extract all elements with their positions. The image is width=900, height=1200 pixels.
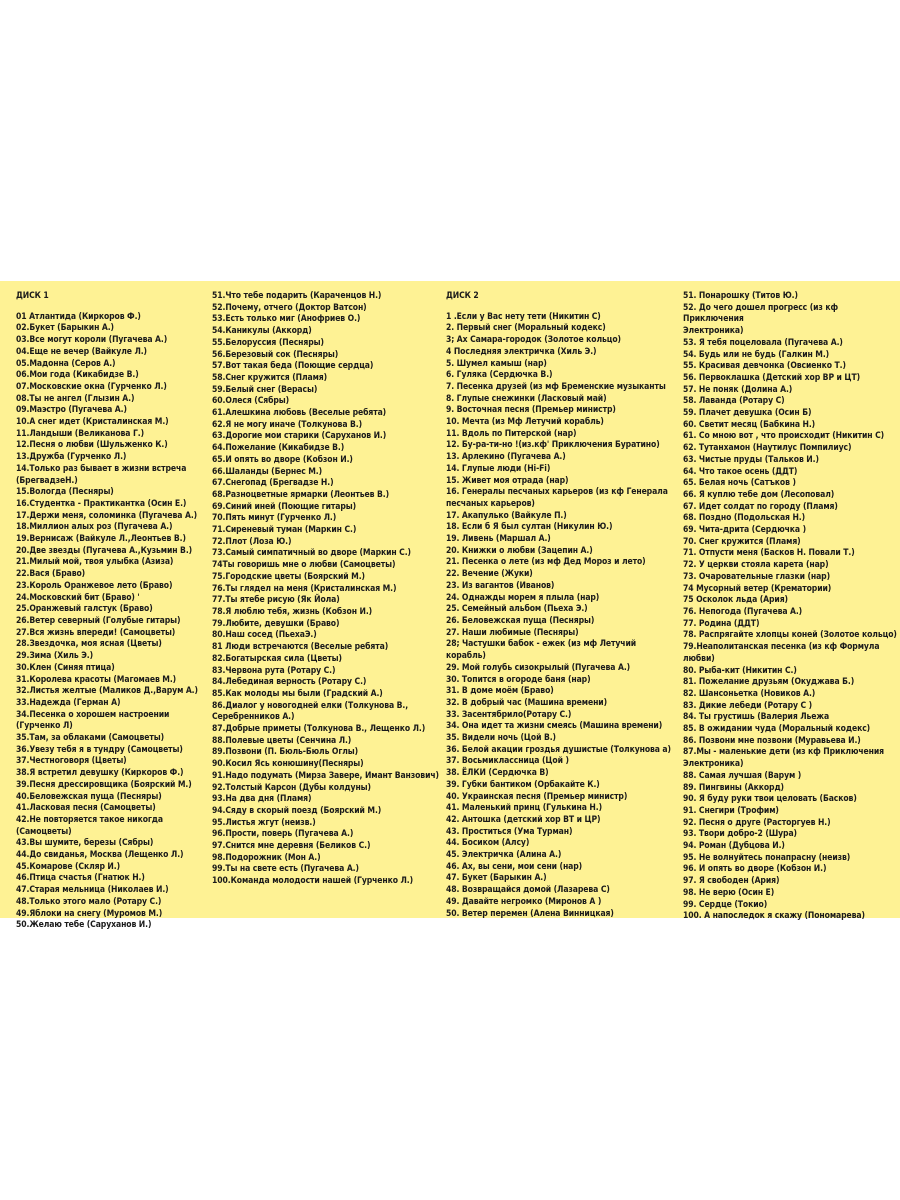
track-item: 95. Не волнуйтесь понапрасну (неизв): [683, 852, 851, 863]
track-item: 46.Птица счастья (Гнатюк Н.): [16, 873, 145, 884]
track-item: 24. Однажды морем я плыла (нар): [446, 592, 600, 603]
track-item: 63. Чистые пруды (Тальков И.): [683, 454, 819, 465]
track-item: 13. Арлекино (Пугачева А.): [446, 452, 566, 463]
track-item: 51. Понарошку (Титов Ю.): [683, 291, 798, 301]
track-item: 91.Надо подумать (Мирза Заверe, Имант Ванзович): [212, 770, 439, 781]
disk-2-tracklist-51-100: [683, 291, 898, 923]
tracklist-sheet: [0, 281, 900, 931]
track-item: 93. Твори добро-2 (Шура): [683, 829, 797, 840]
track-item: 3; Ах Самара-городок (Золотое кольцо): [446, 335, 621, 346]
track-item: 70.Пять минут (Гурченко Л.): [212, 513, 337, 524]
track-item: 87.Добрые приметы (Толкунова В., Лещенко Л.): [212, 724, 426, 735]
track-item: 48. Возвращайся домой (Лазарева С): [446, 885, 610, 896]
track-item: 97. Я свободен (Ария): [683, 876, 780, 887]
track-item: 14. Глупые люди (Hi-Fi): [446, 463, 551, 474]
track-item: 11. Вдоль по Питерской (нар): [446, 428, 577, 439]
track-item: 50. Ветер перемен (Алена Винницкая): [446, 908, 614, 919]
track-item: 03.Все могут короли (Пугачева А.): [16, 335, 168, 346]
track-item: 83.Червона рута (Ротару С.): [212, 665, 336, 676]
track-item: 6. Гуляка (Сердючка В.): [446, 370, 553, 381]
track-item: 09.Маэстро (Пугачева А.): [16, 405, 127, 416]
track-item: 10.А снег идет (Кристалинская М.): [16, 417, 169, 428]
track-item: 33. Засентябрило(Ротару С.): [446, 709, 572, 720]
track-item: 20. Книжки о любви (Зацепин А.): [446, 545, 593, 556]
track-item: 02.Букет (Барыкин А.): [16, 323, 114, 334]
track-item: 40. Украинская песня (Премьер министр): [446, 791, 628, 802]
track-item: 94. Роман (Дубцова И.): [683, 841, 785, 852]
track-item: 39. Губки бантиком (Орбакайте К.): [446, 779, 600, 790]
track-item: 5. Шумел камыш (нар): [446, 358, 547, 369]
track-item: 56. Первоклашка (Детский хор ВР и ЦТ): [683, 372, 861, 383]
track-item: 71.Сиреневый туман (Маркин С.): [212, 525, 357, 536]
track-item: 31. В доме моём (Браво): [446, 686, 554, 697]
track-item: 66.Шаланды (Бернес М.): [212, 466, 323, 477]
track-item: 77.Ты ятебе рисую (Як Йола): [212, 595, 340, 606]
track-item: 79.Любите, девушки (Браво): [212, 618, 340, 629]
track-item: 38. ЁЛКИ (Сердючка В): [446, 768, 549, 779]
track-item: 53. Я тебя поцеловала (Пугачева А.): [683, 337, 843, 348]
track-item: 67.Снегопад (Брегвадзе Н.): [212, 478, 334, 489]
track-item: 88.Полевые цветы (Сенчина Л.): [212, 735, 352, 746]
track-item: 78. Распрягайте хлопцы коней (Золотое кольцо): [683, 630, 897, 641]
track-item: 12. Бу-ра-ти-но !(из.кф' Приключения Буратино): [446, 440, 660, 451]
track-item: 99. Сердце (Токио): [683, 899, 768, 910]
track-item: 17. Акапулько (Вайкуле П.): [446, 510, 567, 521]
track-item: 32. В добрый час (Машина времени): [446, 697, 608, 708]
track-item: 72.Плот (Лоза Ю.): [212, 536, 292, 547]
track-item: 60. Светит месяц (Бабкина Н.): [683, 419, 816, 430]
disk-1-title: ДИСК 1: [16, 291, 49, 301]
track-item: 62.Я не могу иначе (Толкунова В.): [212, 419, 362, 430]
track-item: 17.Держи меня, соломинка (Пугачева А.): [16, 510, 198, 521]
track-item: 96.Прости, поверь (Пугачева А.): [212, 829, 354, 840]
track-item: 81. Пожелание друзьям (Окуджава Б.): [683, 677, 855, 688]
track-item: 43.Вы шумите, березы (Сябры): [16, 838, 154, 849]
track-item: 64.Пожелание (Кикабидзе В.): [212, 443, 345, 454]
track-item: 89. Пингвины (Аккорд): [683, 782, 784, 793]
track-item: 31.Королева красоты (Магомаев М.): [16, 674, 177, 685]
track-item: 90.Косил Ясь конюшину(Песняры): [212, 759, 364, 770]
track-item: 33.Надежда (Герман А): [16, 697, 121, 708]
track-item: 53.Есть только миг (Анофриев О.): [212, 314, 361, 325]
track-item: 44. Босиком (Алсу): [446, 838, 530, 849]
track-item: 49. Давайте негромко (Миронов А ): [446, 896, 602, 907]
track-item: 69.Синий иней (Поющие гитары): [212, 501, 357, 512]
track-item: 8. Глупые снежинки (Ласковый май): [446, 393, 607, 404]
track-item: 58.Снег кружится (Пламя): [212, 372, 327, 383]
track-item: 81 Люди встречаются (Веселые ребята): [212, 642, 389, 653]
track-item: 57.Вот такая беда (Поющие сердца): [212, 361, 374, 372]
track-item: 86. Позвони мне позвони (Муравьева И.): [683, 735, 861, 746]
track-item: 99.Ты на свете есть (Пугачева А.): [212, 864, 359, 875]
track-item: 60.Олеся (Сябры): [212, 396, 290, 407]
disk-1-tracklist-1-50: [16, 312, 216, 932]
track-item: 71. Отпусти меня (Басков Н. Повали Т.): [683, 548, 855, 559]
track-item: 26.Ветер северный (Голубые гитары): [16, 615, 181, 626]
track-item: 29. Мой голубь сизокрылый (Пугачева А.): [446, 662, 631, 673]
track-item: 63.Дорогие мои старики (Саруханов И.): [212, 431, 387, 442]
track-item: 50.Желаю тебе (Саруханов И.): [16, 920, 152, 931]
track-item: 7. Песенка друзей (из мф Бременские музыканты: [446, 381, 666, 392]
track-item: 78.Я люблю тебя, жизнь (Кобзон И.): [212, 606, 373, 617]
track-item: 61. Со мною вот , что происходит (Никитин С): [683, 431, 885, 442]
track-item: 79.Неаполитанская песенка (из кф Формула любви): [683, 642, 880, 664]
track-item: 21.Милый мой, твоя улыбка (Азиза): [16, 557, 174, 568]
track-item: 25.Оранжевый галстук (Браво): [16, 604, 153, 615]
track-item: 94.Сяду в скорый поезд (Боярский М.): [212, 805, 382, 816]
track-item: 01 Атлантида (Киркоров Ф.): [16, 311, 141, 322]
track-item: 65.И опять во дворе (Кобзон И.): [212, 454, 353, 465]
track-item: 28.Звездочка, моя ясная (Цветы): [16, 639, 162, 650]
track-item: 43. Проститься (Ума Турман): [446, 826, 573, 837]
track-item: 98.Подорожник (Мон А.): [212, 852, 321, 863]
track-item: 23.Король Оранжевое лето (Браво): [16, 580, 173, 591]
track-item: 16.Студентка - Практикантка (Осин Е.): [16, 498, 187, 509]
track-item: 82.Богатырская сила (Цветы): [212, 653, 342, 664]
track-item: 27.Вся жизнь впереди! (Самоцветы): [16, 627, 176, 638]
track-item: 85.Как молоды мы были (Градский А.): [212, 688, 383, 699]
track-item: 18.Миллион алых роз (Пугачева А.): [16, 522, 173, 533]
track-item: 59. Плачет девушка (Осин Б): [683, 408, 812, 419]
track-item: 92.Толстый Карсон (Дубы колдуны): [212, 782, 371, 793]
track-item: 74Ты говоришь мне о любви (Самоцветы): [212, 560, 396, 571]
track-item: 45. Электричка (Алина А.): [446, 850, 562, 861]
track-item: 100. А напоследок я скажу (Пономарева): [683, 911, 865, 922]
track-item: 89.Позвони (П. Бюль-Бюль Оглы): [212, 747, 359, 758]
track-item: 80.Наш сосед (ПьехаЭ.): [212, 630, 317, 641]
track-item: 21. Песенка о лете (из мф Дед Мороз и лето): [446, 557, 646, 568]
track-item: 58. Лаванда (Ротару С): [683, 396, 785, 407]
track-item: 23. Из вагантов (Иванов): [446, 580, 555, 591]
track-item: 35. Видели ночь (Цой В.): [446, 733, 556, 744]
disk-2-column-1: [446, 291, 671, 920]
track-item: 32.Листья желтые (Маликов Д.,Варум А.): [16, 686, 198, 697]
disk-1-tracklist-51-100: [212, 291, 442, 888]
track-item: 95.Листья жгут (неизв.): [212, 817, 316, 828]
track-item: 73.Самый симпатичный во дворе (Маркин С.): [212, 548, 411, 559]
disk-2-column-2: [683, 291, 898, 923]
track-item: 97.Снится мне деревня (Беликов С.): [212, 841, 371, 852]
track-item: 76.Ты глядел на меня (Кристалинская М.): [212, 583, 397, 594]
track-item: 87.Мы - маленькие дети (из кф Приключения Электроника): [683, 747, 884, 770]
track-item: 36. Белой акации гроздья душистые (Толкунова а): [446, 744, 671, 755]
track-item: 88. Самая лучшая (Варум ): [683, 770, 802, 781]
track-item: 22.Вася (Браво): [16, 569, 86, 580]
track-item: 66. Я куплю тебе дом (Лесоповал): [683, 489, 835, 500]
track-item: 25. Семейный альбом (Пьеха Э.): [446, 604, 588, 615]
track-item: 41.Ласковая песня (Самоцветы): [16, 803, 156, 814]
track-item: 35.Там, за облаками (Самоцветы): [16, 733, 165, 744]
track-item: 15. Живет моя отрада (нар): [446, 475, 569, 486]
track-item: 64. Что такое осень (ДДТ): [683, 466, 798, 477]
track-item: 29.Зима (Хиль Э.): [16, 651, 93, 662]
track-item: 51.Что тебе подарить (Караченцов Н.): [212, 291, 382, 301]
track-item: 46. Ах, вы сени, мои сени (нар): [446, 861, 583, 872]
track-item: 98. Не верю (Осин Е): [683, 887, 775, 898]
track-item: 62. Тутанхамон (Наутилус Помпилиус): [683, 443, 852, 454]
track-item: 74 Мусорный ветер (Крематории): [683, 583, 832, 594]
track-item: 65. Белая ночь (Сатъков ): [683, 478, 796, 489]
track-item: 84.Лебединая верность (Ротару С.): [212, 677, 367, 688]
track-item: 49.Яблоки на снегу (Муромов М.): [16, 908, 163, 919]
track-item: 86.Диалог у новогодней елки (Толкунова В., Серебренников А.): [212, 700, 409, 723]
disk-2-title: ДИСК 2: [446, 291, 479, 301]
track-item: 16. Генералы песчаных карьеров (из кф Генерала песчаных карьеров): [446, 487, 668, 509]
track-item: 72. У церкви стояла карета (нар): [683, 560, 829, 571]
track-item: 04.Еще не вечер (Вайкуле Л.): [16, 346, 147, 357]
track-item: 100.Команда молодости нашей (Гурченко Л.): [212, 876, 414, 887]
track-item: 22. Вечение (Жуки): [446, 569, 533, 580]
track-item: 38.Я встретил девушку (Киркоров Ф.): [16, 768, 184, 779]
track-item: 39.Песня дрессировщика (Боярский М.): [16, 779, 192, 790]
track-item: 47. Букет (Барыкин А.): [446, 873, 547, 884]
disk-2-tracklist-1-50: [446, 312, 671, 921]
track-item: 37. Восьмиклассница (Цой ): [446, 756, 569, 767]
track-item: 68.Разноцветные ярмарки (Леонтьев В.): [212, 489, 389, 500]
track-item: 30. Топится в огороде баня (нар): [446, 674, 591, 685]
track-item: 36.Увезу тебя я в тундру (Самоцветы): [16, 744, 183, 755]
track-item: 44.До свиданья, Москва (Лещенко Л.): [16, 850, 184, 861]
track-item: 42.Не повторяется такое никогда (Самоцветы): [16, 814, 166, 837]
track-item: 9. Восточная песня (Премьер министр): [446, 405, 616, 416]
disk-1-column-1: [16, 291, 216, 932]
track-item: 52.Почему, отчего (Доктор Ватсон): [212, 302, 367, 313]
track-item: 10. Мечта (из Мф Летучий корабль): [446, 417, 604, 428]
track-item: 84. Ты грустишь (Валерия Льежа: [683, 712, 830, 723]
track-item: 92. Песня о друге (Расторгуев Н.): [683, 817, 831, 828]
track-item: 06.Мои года (Кикабидзе В.): [16, 370, 139, 381]
track-item: 37.Честноговоря (Цветы): [16, 756, 127, 767]
track-item: 59.Белый снег (Верасы): [212, 384, 318, 395]
track-item: 56.Березовый сок (Песняры): [212, 349, 339, 360]
track-item: 12.Песня о любви (Шульженко К.): [16, 440, 168, 451]
track-item: 69. Чита-дрита (Сердючка ): [683, 525, 806, 536]
track-item: 1 .Если у Вас нету тети (Никитин С): [446, 311, 601, 322]
track-item: 42. Антошка (детский хор ВТ и ЦР): [446, 814, 601, 825]
track-item: 90. Я буду руки твои целовать (Басков): [683, 794, 857, 805]
track-item: 2. Первый снег (Моральный кодекс): [446, 323, 606, 334]
track-item: 93.На два дня (Пламя): [212, 794, 312, 805]
track-item: 15.Вологда (Песняры): [16, 487, 114, 498]
track-item: 34.Песенка о хорошем настроении (Гурченко Л): [16, 709, 172, 732]
track-item: 73. Очаровательные глазки (нар): [683, 571, 830, 582]
track-item: 55. Красивая девчонка (Овсиенко Т.): [683, 361, 846, 372]
track-item: 76. Непогода (Пугачева А.): [683, 606, 803, 617]
track-item: 41. Маленький принц (Гулькина Н.): [446, 803, 603, 814]
track-item: 08.Ты не ангел (Глызин А.): [16, 393, 135, 404]
track-item: 61.Алешкина любовь (Веселые ребята): [212, 408, 387, 419]
track-item: 19. Ливень (Маршал А.): [446, 534, 551, 545]
track-item: 24.Московский бит (Браво) ': [16, 592, 140, 603]
track-item: 96. И опять во дворе (Кобзон И.): [683, 864, 827, 875]
track-item: 48.Только этого мало (Ротару С.): [16, 896, 162, 907]
track-item: 05.Мадонна (Серов А.): [16, 358, 116, 369]
track-item: 34. Она идет та жизни смеясь (Машина времени): [446, 721, 663, 732]
track-item: 45.Комарове (Скляр И.): [16, 861, 121, 872]
track-item: 4 Последняя электричка (Хиль Э.): [446, 346, 597, 357]
track-item: 77. Родина (ДДТ): [683, 618, 760, 629]
track-item: 68. Поздно (Подольская Н.): [683, 513, 806, 524]
track-item: 57. Не поняк (Долина А.): [683, 384, 793, 395]
track-item: 82. Шансоньетка (Новиков А.): [683, 688, 816, 699]
track-item: 20.Две звезды (Пугачева А.,Кузьмин В.): [16, 545, 193, 556]
track-item: 55.Белоруссия (Песняры): [212, 337, 324, 348]
disk-1-column-2: [212, 291, 442, 888]
track-item: 13.Дружба (Гурченко Л.): [16, 452, 127, 463]
track-item: 83. Дикие лебеди (Ротару С ): [683, 700, 813, 711]
track-item: 11.Ландыши (Великанова Г.): [16, 428, 144, 439]
track-item: 54.Каникулы (Аккорд): [212, 326, 312, 337]
track-item: 47.Старая мельница (Николаев И.): [16, 885, 169, 896]
track-item: 52. До чего дошел прогресс (из кф Приключения Электроника): [683, 302, 838, 337]
track-item: 54. Будь или не будь (Галкин М.): [683, 349, 830, 360]
track-item: 26. Беловежская пуща (Песняры): [446, 615, 595, 626]
track-item: 30.Клен (Синяя птица): [16, 662, 115, 673]
track-item: 18. Если б Я был султан (Никулин Ю.): [446, 522, 613, 533]
track-item: 80. Рыба-кит (Никитин С.): [683, 665, 797, 676]
track-item: 27. Наши любимые (Песняры): [446, 627, 579, 638]
track-item: 85. В ожидании чуда (Моральный кодекс): [683, 724, 871, 735]
track-item: 40.Беловежская пуща (Песняры): [16, 791, 162, 802]
track-item: 28; Частушки бабок - ежек (из мф Летучий корабль): [446, 639, 639, 662]
track-item: 67. Идет солдат по городу (Пламя): [683, 501, 838, 512]
track-item: 14.Только раз бывает в жизни встреча (БрегвадзеН.): [16, 463, 187, 486]
track-item: 75 Осколок льда (Ария): [683, 595, 788, 606]
track-item: 07.Московские окна (Гурченко Л.): [16, 381, 167, 392]
track-item: 19.Вернисаж (Вайкуле Л.,Леонтьев В.): [16, 534, 186, 545]
track-item: 75.Городские цветы (Боярский М.): [212, 571, 365, 582]
track-item: 91. Снегири (Трофим): [683, 805, 779, 816]
track-item: 70. Снег кружится (Пламя): [683, 536, 801, 547]
